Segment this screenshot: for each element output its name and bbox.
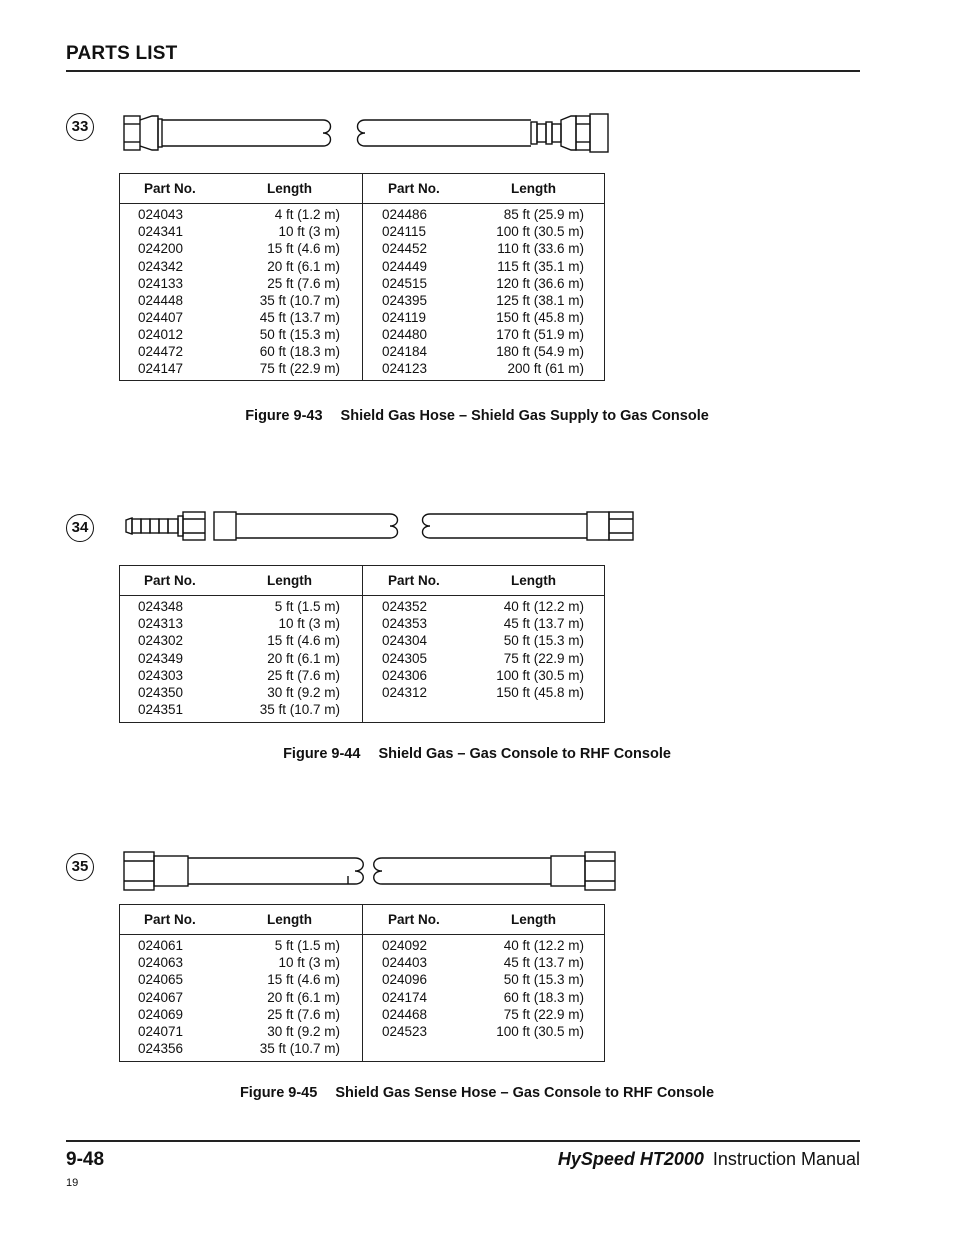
length-value: 100 ft (30.5 m) [496, 224, 584, 239]
col-header-part-no: Part No. [388, 181, 440, 196]
part-number: 024356 [138, 1041, 184, 1056]
footer-small-number: 19 [66, 1177, 79, 1189]
part-number: 024061 [138, 938, 184, 953]
length-value: 35 ft (10.7 m) [259, 293, 340, 308]
col-header-part-no: Part No. [388, 912, 440, 927]
length-value: 35 ft (10.7 m) [259, 702, 340, 717]
figure-title: Shield Gas – Gas Console to RHF Console [378, 746, 671, 762]
length-value: 25 ft (7.6 m) [267, 668, 340, 683]
part-number: 024515 [382, 276, 428, 291]
col-header-length: Length [511, 573, 556, 588]
length-value: 50 ft (15.3 m) [259, 327, 340, 342]
length-value: 15 ft (4.6 m) [267, 972, 340, 987]
table-row [120, 633, 604, 650]
table-row [120, 685, 604, 702]
part-number: 024395 [382, 293, 428, 308]
table-row [120, 224, 604, 241]
figure-caption-9-45 [0, 1085, 954, 1101]
part-number: 024303 [138, 668, 184, 683]
length-value: 75 ft (22.9 m) [503, 1007, 584, 1022]
column-divider [362, 566, 363, 595]
col-header-part-no: Part No. [144, 181, 196, 196]
part-number: 024349 [138, 651, 184, 666]
table-row [120, 276, 604, 293]
part-number: 024043 [138, 207, 184, 222]
part-number: 024147 [138, 361, 184, 376]
table-header [120, 566, 604, 596]
length-value: 20 ft (6.1 m) [267, 259, 340, 274]
part-number: 024351 [138, 702, 184, 717]
table-row [120, 241, 604, 258]
col-header-length: Length [267, 573, 312, 588]
part-number: 024306 [382, 668, 428, 683]
length-value: 75 ft (22.9 m) [503, 651, 584, 666]
part-number: 024096 [382, 972, 428, 987]
figure-number: Figure 9-44 [283, 746, 361, 762]
part-number: 024353 [382, 616, 428, 631]
length-value: 100 ft (30.5 m) [496, 668, 584, 683]
table-row [120, 1041, 604, 1058]
length-value: 170 ft (51.9 m) [496, 327, 584, 342]
part-number: 024403 [382, 955, 428, 970]
col-header-length: Length [511, 181, 556, 196]
length-value: 30 ft (9.2 m) [267, 685, 340, 700]
figure-title: Shield Gas Hose – Shield Gas Supply to Gas Console [340, 408, 709, 424]
length-value: 45 ft (13.7 m) [503, 616, 584, 631]
column-divider [362, 905, 363, 934]
table-row [120, 668, 604, 685]
length-value: 180 ft (54.9 m) [496, 344, 584, 359]
length-value: 150 ft (45.8 m) [496, 310, 584, 325]
hose-illustration-35 [120, 848, 620, 894]
part-number: 024063 [138, 955, 184, 970]
length-value: 25 ft (7.6 m) [267, 276, 340, 291]
part-number: 024486 [382, 207, 428, 222]
col-header-length: Length [511, 912, 556, 927]
length-value: 10 ft (3 m) [278, 224, 340, 239]
part-number: 024313 [138, 616, 184, 631]
figure-caption-9-44 [0, 746, 954, 762]
part-number: 024468 [382, 1007, 428, 1022]
callout-35: 35 [66, 853, 94, 881]
part-number: 024200 [138, 241, 184, 256]
length-value: 60 ft (18.3 m) [503, 990, 584, 1005]
length-value: 120 ft (36.6 m) [496, 276, 584, 291]
part-number: 024174 [382, 990, 428, 1005]
column-divider [362, 174, 363, 203]
part-number: 024092 [382, 938, 428, 953]
part-number: 024115 [382, 224, 427, 239]
length-value: 5 ft (1.5 m) [274, 599, 340, 614]
length-value: 40 ft (12.2 m) [503, 938, 584, 953]
length-value: 5 ft (1.5 m) [274, 938, 340, 953]
hose-illustration-34 [120, 508, 640, 544]
length-value: 20 ft (6.1 m) [267, 990, 340, 1005]
table-row [120, 955, 604, 972]
length-value: 30 ft (9.2 m) [267, 1024, 340, 1039]
parts-table-33 [119, 173, 605, 381]
length-value: 115 ft (35.1 m) [497, 259, 584, 274]
table-row [120, 1024, 604, 1041]
length-value: 40 ft (12.2 m) [503, 599, 584, 614]
footer-rule [66, 1140, 860, 1142]
length-value: 4 ft (1.2 m) [274, 207, 340, 222]
length-value: 75 ft (22.9 m) [259, 361, 340, 376]
figure-number: Figure 9-43 [245, 408, 323, 424]
part-number: 024071 [138, 1024, 184, 1039]
length-value: 10 ft (3 m) [278, 616, 340, 631]
length-value: 100 ft (30.5 m) [496, 1024, 584, 1039]
length-value: 110 ft (33.6 m) [497, 241, 584, 256]
table-row [120, 293, 604, 310]
table-row [120, 207, 604, 224]
col-header-part-no: Part No. [144, 573, 196, 588]
part-number: 024448 [138, 293, 184, 308]
product-brand: HySpeed HT2000 [557, 1149, 704, 1169]
callout-34: 34 [66, 514, 94, 542]
table-row [120, 938, 604, 955]
part-number: 024342 [138, 259, 184, 274]
part-number: 024480 [382, 327, 428, 342]
table-row [120, 651, 604, 668]
hose-illustration-33 [120, 110, 615, 156]
header-rule [66, 70, 860, 72]
page-number: 9-48 [66, 1149, 105, 1170]
manual-label: Instruction Manual [712, 1149, 860, 1169]
length-value: 150 ft (45.8 m) [496, 685, 584, 700]
length-value: 45 ft (13.7 m) [503, 955, 584, 970]
part-number: 024341 [138, 224, 184, 239]
part-number: 024184 [382, 344, 428, 359]
part-number: 024302 [138, 633, 184, 648]
table-header [120, 174, 604, 204]
length-value: 45 ft (13.7 m) [259, 310, 340, 325]
page-header-title: PARTS LIST [66, 43, 178, 64]
table-row [120, 310, 604, 327]
table-row [120, 361, 604, 378]
length-value: 15 ft (4.6 m) [267, 241, 340, 256]
length-value: 10 ft (3 m) [278, 955, 340, 970]
parts-table-35 [119, 904, 605, 1062]
table-header [120, 905, 604, 935]
table-row [120, 344, 604, 361]
part-number: 024348 [138, 599, 184, 614]
part-number: 024133 [138, 276, 184, 291]
part-number: 024350 [138, 685, 184, 700]
table-row [120, 972, 604, 989]
length-value: 50 ft (15.3 m) [503, 633, 584, 648]
length-value: 200 ft (61 m) [507, 361, 584, 376]
col-header-part-no: Part No. [388, 573, 440, 588]
part-number: 024452 [382, 241, 428, 256]
part-number: 024304 [382, 633, 428, 648]
table-row [120, 599, 604, 616]
length-value: 60 ft (18.3 m) [259, 344, 340, 359]
part-number: 024119 [382, 310, 427, 325]
table-row [120, 702, 604, 719]
col-header-length: Length [267, 912, 312, 927]
figure-number: Figure 9-45 [239, 1085, 318, 1101]
part-number: 024523 [382, 1024, 428, 1039]
part-number: 024449 [382, 259, 428, 274]
part-number: 024407 [138, 310, 184, 325]
part-number: 024305 [382, 651, 428, 666]
part-number: 024012 [138, 327, 184, 342]
table-body [120, 204, 604, 381]
table-row [120, 1007, 604, 1024]
part-number: 024352 [382, 599, 428, 614]
length-value: 50 ft (15.3 m) [503, 972, 584, 987]
table-row [120, 259, 604, 276]
part-number: 024069 [138, 1007, 184, 1022]
figure-caption-9-43 [0, 408, 954, 424]
table-body [120, 935, 604, 1062]
col-header-part-no: Part No. [144, 912, 196, 927]
table-row [120, 327, 604, 344]
part-number: 024312 [382, 685, 428, 700]
length-value: 15 ft (4.6 m) [267, 633, 340, 648]
part-number: 024123 [382, 361, 428, 376]
part-number: 024472 [138, 344, 184, 359]
table-row [120, 616, 604, 633]
length-value: 25 ft (7.6 m) [267, 1007, 340, 1022]
col-header-length: Length [267, 181, 312, 196]
parts-table-34 [119, 565, 605, 723]
part-number: 024067 [138, 990, 184, 1005]
manual-title [558, 1149, 860, 1170]
table-body [120, 596, 604, 723]
length-value: 35 ft (10.7 m) [259, 1041, 340, 1056]
figure-title: Shield Gas Sense Hose – Gas Console to RHF Console [335, 1085, 715, 1101]
part-number: 024065 [138, 972, 184, 987]
table-row [120, 990, 604, 1007]
length-value: 20 ft (6.1 m) [267, 651, 340, 666]
length-value: 125 ft (38.1 m) [496, 293, 584, 308]
length-value: 85 ft (25.9 m) [503, 207, 584, 222]
callout-33: 33 [66, 113, 94, 141]
